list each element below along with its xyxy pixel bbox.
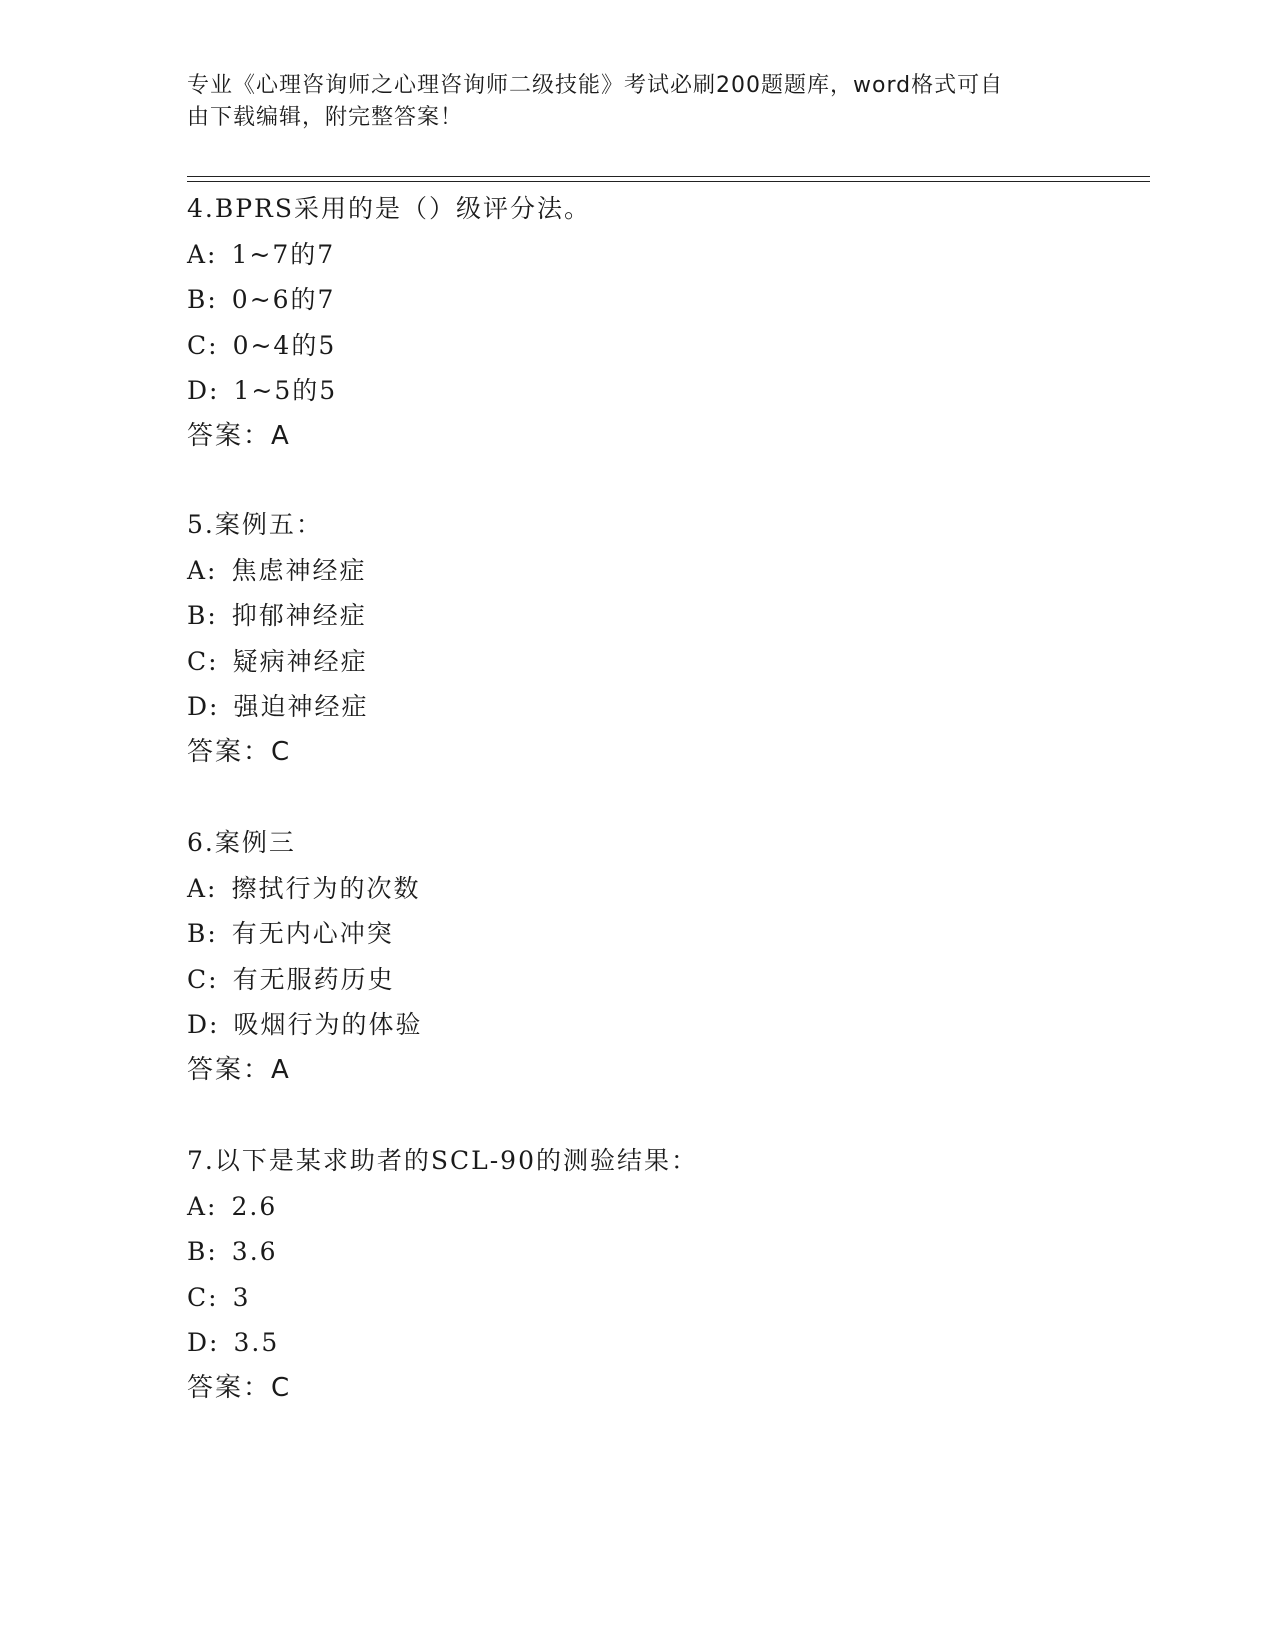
option-letter: B:: [187, 1237, 218, 1266]
option-b: [187, 277, 1087, 323]
option-text: 抑郁神经症: [231, 601, 367, 630]
option-a: [187, 1184, 1087, 1230]
option-text: 焦虑神经症: [231, 555, 367, 585]
question-block: [187, 820, 1087, 1093]
option-letter: C:: [187, 330, 219, 360]
option-text: 有无服药历史: [232, 964, 395, 994]
option-text: 3: [232, 1282, 251, 1312]
option-letter: A:: [187, 555, 218, 585]
option-text: 1~5的5: [233, 376, 338, 405]
option-d: [187, 1002, 1087, 1048]
question-block: [187, 186, 1087, 459]
option-text: 0~4的5: [232, 330, 337, 360]
option-c: [187, 323, 1087, 369]
question-block: [187, 1138, 1087, 1411]
question-stem: 5.案例五：: [187, 510, 323, 539]
option-text: 2.6: [231, 1191, 278, 1221]
option-letter: D:: [187, 1010, 220, 1039]
option-letter: D:: [187, 376, 220, 405]
question-stem: 6.案例三: [187, 828, 296, 857]
option-text: 3.5: [233, 1328, 280, 1357]
option-letter: B:: [187, 919, 218, 948]
option-c: [187, 1275, 1087, 1321]
answer-line: 答案：A: [187, 1054, 291, 1085]
option-b: [187, 593, 1087, 639]
option-b: [187, 1229, 1087, 1275]
option-letter: B:: [187, 285, 218, 314]
option-letter: D:: [187, 692, 220, 721]
option-text: 有无内心冲突: [231, 919, 394, 948]
option-d: [187, 1320, 1087, 1366]
option-d: [187, 684, 1087, 730]
question-stem: 7.以下是某求助者的SCL-90的测验结果：: [187, 1146, 698, 1175]
option-letter: C:: [187, 964, 219, 994]
option-text: 3.6: [231, 1237, 278, 1266]
option-letter: A:: [187, 873, 218, 903]
option-letter: D:: [187, 1328, 220, 1357]
option-a: [187, 548, 1087, 594]
option-a: [187, 866, 1087, 912]
option-text: 1~7的7: [231, 239, 336, 269]
option-letter: B:: [187, 601, 218, 630]
answer-line: 答案：C: [187, 736, 292, 767]
option-letter: C:: [187, 646, 219, 676]
option-letter: A:: [187, 1191, 218, 1221]
answer-line: 答案：A: [187, 420, 291, 451]
option-a: [187, 232, 1087, 278]
option-c: [187, 639, 1087, 685]
option-text: 擦拭行为的次数: [231, 873, 421, 903]
option-b: [187, 911, 1087, 957]
header-divider-top: [187, 176, 1150, 177]
question-stem: 4.BPRS采用的是（）级评分法。: [187, 194, 591, 223]
answer-line: 答案：C: [187, 1372, 292, 1403]
option-d: [187, 368, 1087, 414]
question-block: [187, 502, 1087, 775]
option-letter: C:: [187, 1282, 219, 1312]
option-letter: A:: [187, 239, 218, 269]
option-text: 强迫神经症: [233, 692, 369, 721]
option-text: 吸烟行为的体验: [233, 1010, 423, 1039]
header-line-1: 专业《心理咨询师之心理咨询师二级技能》考试必刷200题题库，word格式可自: [187, 73, 1004, 98]
header-line-2: 由下载编辑，附完整答案！: [187, 105, 464, 130]
option-text: 疑病神经症: [232, 646, 368, 676]
header-divider-bottom: [187, 181, 1150, 182]
document-header: [187, 70, 1067, 134]
option-text: 0~6的7: [231, 285, 336, 314]
option-c: [187, 957, 1087, 1003]
